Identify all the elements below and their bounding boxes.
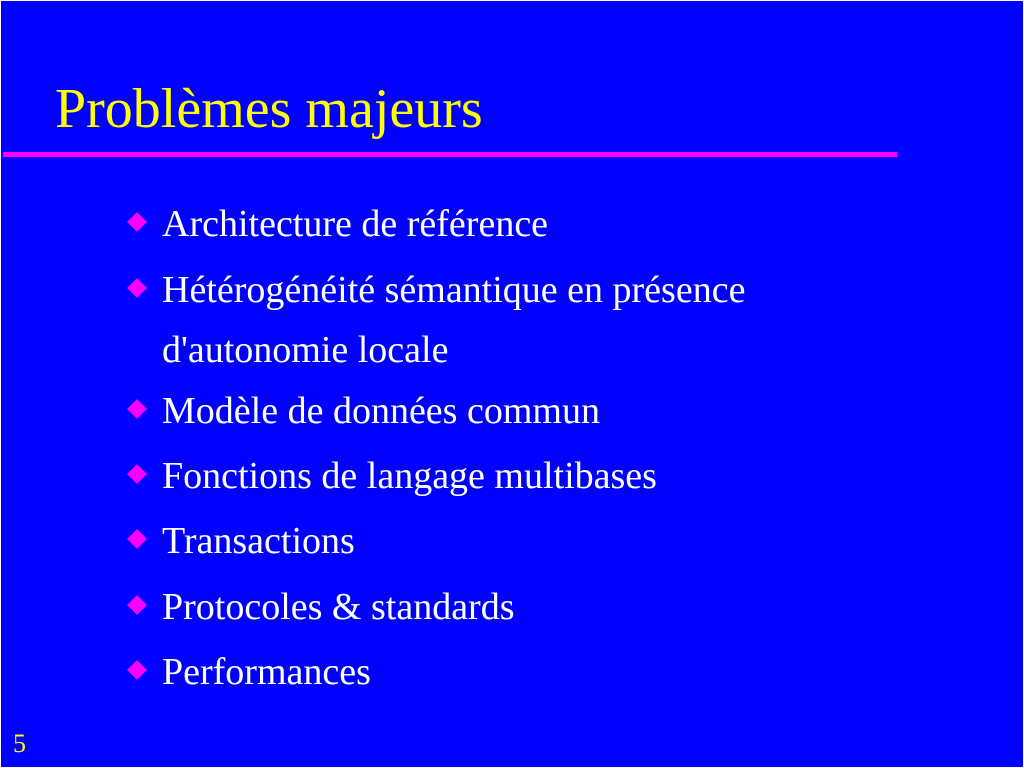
diamond-icon	[127, 529, 147, 549]
diamond-icon	[127, 399, 147, 419]
title-underline	[3, 152, 897, 157]
bullet-text: Architecture de référence	[162, 203, 549, 245]
slide-title: Problèmes majeurs	[55, 78, 483, 140]
bullet-item	[126, 260, 886, 380]
bullet-text: Performances	[162, 651, 371, 693]
bullet-item	[126, 511, 886, 571]
bullet-text: Protocoles & standards	[162, 586, 515, 628]
bullet-item	[126, 642, 886, 702]
bullet-text: Modèle de données commun	[162, 390, 600, 432]
diamond-icon	[127, 278, 147, 298]
diamond-icon	[127, 595, 147, 615]
bullet-text: Fonctions de langage multibases	[162, 455, 657, 497]
bullet-item	[126, 194, 886, 254]
bullet-text: Hétérogénéité sémantique en présence d'autonomie locale	[162, 269, 746, 371]
diamond-icon	[127, 212, 147, 232]
bullet-item	[126, 446, 886, 506]
bullet-item	[126, 381, 886, 441]
diamond-icon	[127, 464, 147, 484]
page-number: 5	[13, 729, 26, 758]
bullet-text: Transactions	[162, 520, 355, 562]
bullet-item	[126, 577, 886, 637]
diamond-icon	[127, 660, 147, 680]
